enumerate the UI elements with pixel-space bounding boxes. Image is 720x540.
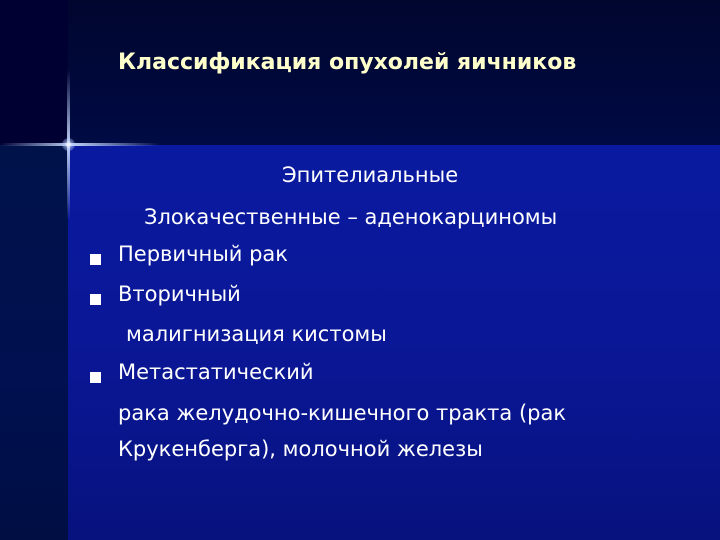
bullet-item-metastatic-detail: рака желудочно-кишечного тракта (рак [118, 401, 567, 425]
bullet-square-icon [90, 294, 101, 305]
bullet-item-metastatic-detail: Крукенберга), молочной железы [118, 437, 483, 461]
bullet-item-secondary-detail: малигнизация кистомы [126, 322, 387, 346]
sparkle-horizontal-icon [0, 143, 160, 146]
category-heading: Эпителиальные [282, 163, 459, 187]
bullet-item-metastatic: Метастатический [118, 360, 314, 384]
bullet-square-icon [90, 254, 101, 265]
slide-title: Классификация опухолей яичников [118, 50, 577, 75]
bullet-item-secondary: Вторичный [118, 282, 241, 306]
sparkle-icon [62, 138, 75, 151]
bullet-item-primary: Первичный рак [118, 242, 288, 266]
bullet-square-icon [90, 372, 101, 383]
subcategory-line: Злокачественные – аденокарциномы [144, 205, 558, 229]
left-panel [0, 145, 68, 540]
